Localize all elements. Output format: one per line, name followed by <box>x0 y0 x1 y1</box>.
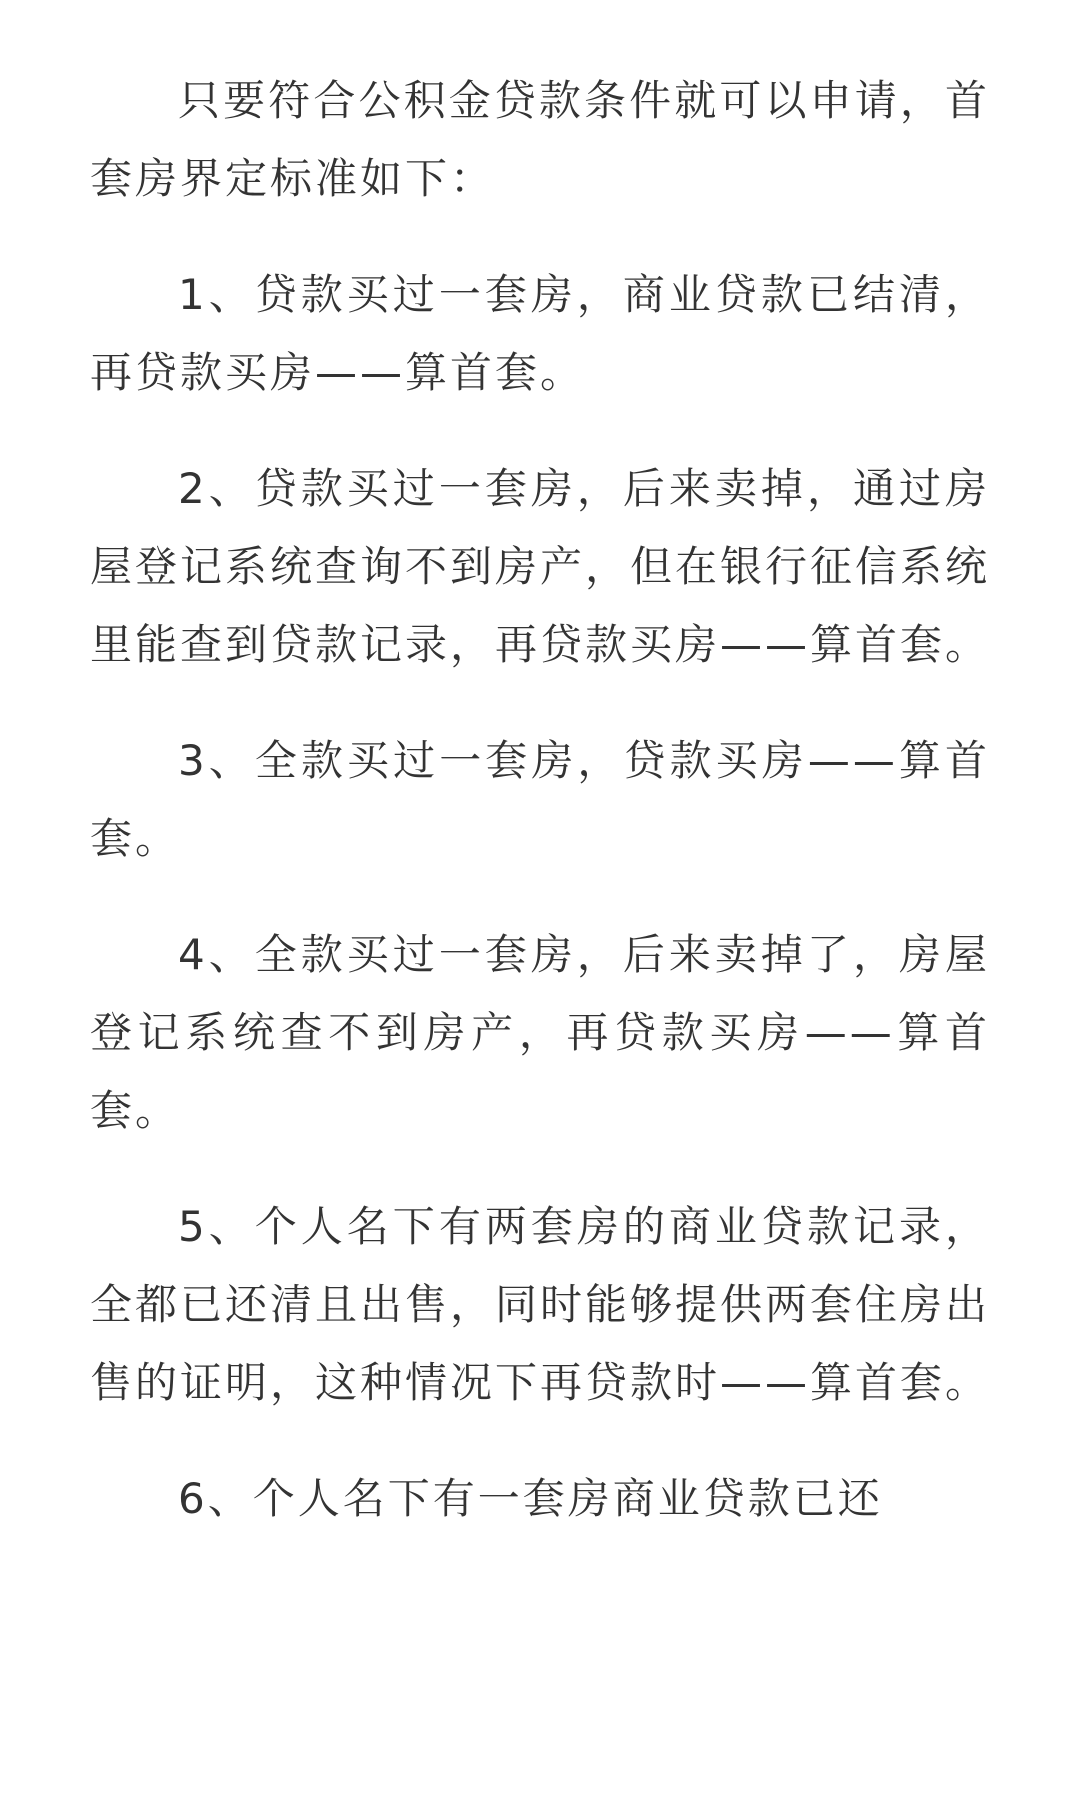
rule-6-paragraph: 6、个人名下有一套房商业贷款已还 <box>178 1474 883 1523</box>
rule-3-paragraph: 3、全款买过一套房，贷款买房——算首套。 <box>90 736 990 863</box>
intro-paragraph: 只要符合公积金贷款条件就可以申请，首套房界定标准如下： <box>90 76 990 203</box>
rule-4-paragraph: 4、全款买过一套房，后来卖掉了，房屋登记系统查不到房产，再贷款买房——算首套。 <box>90 930 990 1135</box>
rule-2-paragraph: 2、贷款买过一套房，后来卖掉，通过房屋登记系统查询不到房产，但在银行征信系统里能查到贷款记录，再贷款买房——算首套。 <box>90 464 991 669</box>
rule-5-paragraph: 5、个人名下有两套房的商业贷款记录，全都已还清且出售，同时能够提供两套住房出售的证明，这种情况下再贷款时——算首套。 <box>90 1202 991 1407</box>
rule-1-paragraph: 1、贷款买过一套房，商业贷款已结清，再贷款买房——算首套。 <box>90 270 990 397</box>
